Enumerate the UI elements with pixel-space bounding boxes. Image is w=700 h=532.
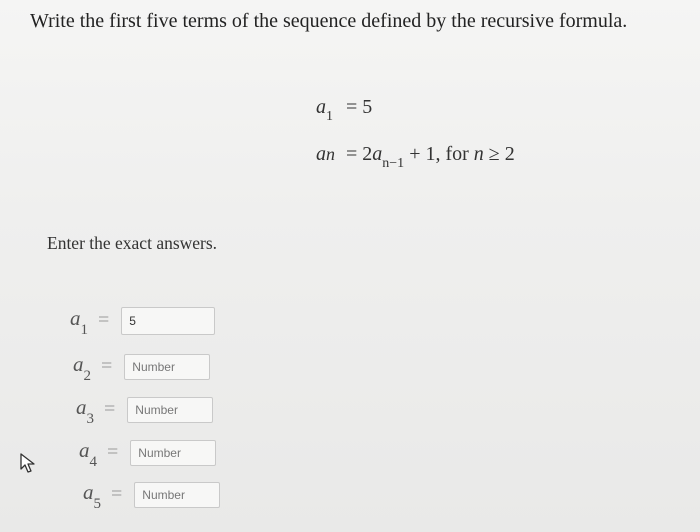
answer-input-a1[interactable] — [121, 307, 215, 335]
answer-row-a5: $a_5$ = Number — [83, 480, 220, 509]
question-text: Write the first five terms of the sequence defined by the recursive formula. — [30, 10, 628, 32]
answer-input-a5[interactable] — [134, 482, 220, 508]
answer-row-a1: $a_1$ = 5 — [70, 306, 215, 335]
instruction-text: Enter the exact answers. — [47, 233, 218, 253]
answer-row-a2: $a_2$ = Number — [73, 352, 210, 381]
answer-row-a3: $a_3$ = Number — [76, 395, 213, 424]
formula-initial-term: $a_1 = 5$ — [316, 96, 373, 124]
answer-input-a4[interactable] — [130, 440, 216, 466]
mouse-pointer-icon — [18, 452, 40, 474]
answer-row-a4: $a_4$ = Number — [79, 438, 216, 467]
formula-recursive-rule: an = $2a_{n-1} + 1$, for n ≥ 2 — [316, 143, 515, 171]
answer-input-a3[interactable] — [127, 397, 213, 423]
answer-input-a2[interactable] — [124, 354, 210, 380]
